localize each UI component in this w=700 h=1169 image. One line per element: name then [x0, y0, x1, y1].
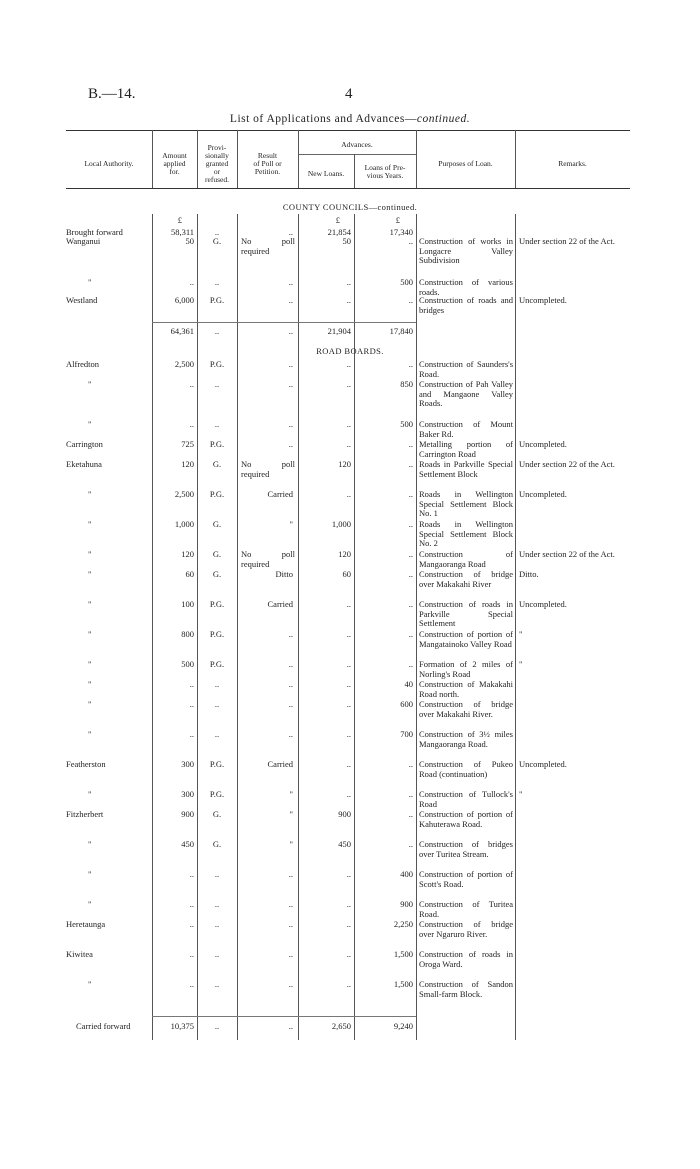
header-purposes: Purposes of Loan.	[438, 159, 493, 168]
row-previous-loans: 17,340	[389, 227, 413, 237]
row-amount: 1,000	[174, 519, 194, 529]
row-amount: 100	[181, 599, 194, 609]
row-local-authority: "	[88, 659, 92, 669]
row-previous-loans: ..	[408, 489, 413, 499]
row-provisional: P.G.	[209, 789, 225, 799]
row-provisional: G.	[212, 809, 222, 819]
row-local-authority: "	[88, 899, 92, 909]
row-previous-loans: ..	[408, 839, 413, 849]
row-new-loans: ..	[346, 759, 351, 769]
carried-forward-result: ..	[288, 1021, 293, 1031]
row-result: ..	[288, 419, 293, 429]
row-remarks: Under section 22 of the Act.	[519, 459, 615, 469]
row-remarks: Ditto.	[519, 569, 539, 579]
row-previous-loans: ..	[408, 789, 413, 799]
row-remarks: Under section 22 of the Act.	[519, 549, 615, 559]
row-new-loans: ..	[346, 729, 351, 739]
row-new-loans: 50	[342, 236, 351, 246]
header-remarks: Remarks.	[558, 159, 587, 168]
row-provisional: P.G.	[209, 629, 225, 639]
row-previous-loans: ..	[408, 629, 413, 639]
header-top-rule	[66, 130, 630, 131]
row-previous-loans: ..	[408, 599, 413, 609]
row-new-loans: ..	[346, 789, 351, 799]
row-purpose: Construction of Sandon Small-farm Block.	[419, 979, 513, 999]
row-provisional: G.	[212, 839, 222, 849]
row-provisional: P.G.	[209, 489, 225, 499]
row-purpose: Construction of bridge over Makakahi River.	[419, 699, 513, 719]
header-advances: Advances.	[341, 140, 373, 149]
row-previous-loans: ..	[408, 659, 413, 669]
column-rule	[197, 214, 198, 1040]
row-provisional: ..	[214, 979, 220, 989]
row-purpose: Construction of bridge over Makakahi River	[419, 569, 513, 589]
row-result: "	[289, 789, 293, 799]
row-local-authority: Fitzherbert	[66, 809, 104, 819]
row-purpose: Construction of works in Longacre Valley Subdivision	[419, 236, 513, 266]
row-amount: ..	[189, 949, 194, 959]
row-new-loans: ..	[346, 295, 351, 305]
row-result: ..	[288, 629, 293, 639]
row-previous-loans: 1,500	[393, 949, 413, 959]
row-amount: 500	[181, 659, 194, 669]
row-local-authority: Heretaunga	[66, 919, 106, 929]
row-previous-loans: 900	[400, 899, 413, 909]
row-result: Carried	[267, 489, 293, 499]
row-previous-loans: 600	[400, 699, 413, 709]
row-new-loans: ..	[346, 419, 351, 429]
row-provisional: P.G.	[209, 599, 225, 609]
carried-forward-amount: 10,375	[170, 1021, 194, 1031]
row-new-loans: ..	[346, 899, 351, 909]
row-provisional: P.G.	[209, 295, 225, 305]
header-amount: Amount applied for.	[162, 151, 187, 176]
page-number: 4	[345, 86, 353, 102]
advances-divider	[298, 154, 416, 155]
row-amount: 450	[181, 839, 194, 849]
row-local-authority: "	[88, 277, 92, 287]
header-new-loans: New Loans.	[307, 169, 345, 178]
row-new-loans: ..	[346, 599, 351, 609]
row-previous-loans: 2,250	[393, 919, 413, 929]
row-amount: 300	[181, 789, 194, 799]
row-amount: 2,500	[174, 489, 194, 499]
row-purpose: Construction of bridge over Ngaruro River.	[419, 919, 513, 939]
row-result: ..	[288, 295, 293, 305]
row-result: No poll required	[241, 236, 295, 256]
carried-forward-new: 2,650	[331, 1021, 351, 1031]
row-local-authority: "	[88, 629, 92, 639]
row-amount: ..	[189, 699, 194, 709]
row-local-authority: "	[88, 489, 92, 499]
row-purpose: Construction of Turitea Road.	[419, 899, 513, 919]
row-remarks: Uncompleted.	[519, 489, 567, 499]
row-provisional: G.	[212, 569, 222, 579]
row-previous-loans: 500	[400, 419, 413, 429]
row-remarks: "	[519, 789, 523, 799]
column-rule	[354, 214, 355, 1040]
row-amount: 50	[185, 236, 194, 246]
header-bottom-rule	[66, 188, 630, 189]
row-previous-loans: 500	[400, 277, 413, 287]
row-previous-loans: 400	[400, 869, 413, 879]
row-provisional: ..	[214, 419, 220, 429]
row-result: "	[289, 839, 293, 849]
row-result: ..	[288, 659, 293, 669]
row-provisional: ..	[214, 379, 220, 389]
row-amount: ..	[189, 419, 194, 429]
row-local-authority: Westland	[66, 295, 98, 305]
row-local-authority: "	[88, 789, 92, 799]
section-county-councils: COUNTY COUNCILS—continued.	[282, 202, 418, 212]
column-rule	[152, 214, 153, 1040]
row-result: ..	[288, 379, 293, 389]
row-amount: 725	[181, 439, 194, 449]
row-result: ..	[288, 227, 293, 237]
row-provisional: ..	[214, 227, 220, 237]
row-previous-loans: ..	[408, 519, 413, 529]
row-amount: 120	[181, 459, 194, 469]
row-new-loans: 120	[338, 459, 351, 469]
row-result: Carried	[267, 759, 293, 769]
column-rule	[298, 214, 299, 1040]
row-remarks: Uncompleted.	[519, 759, 567, 769]
row-amount: 2,500	[174, 359, 194, 369]
row-local-authority: "	[88, 679, 92, 689]
row-new-loans: ..	[346, 869, 351, 879]
row-purpose: Roads in Wellington Special Settlement Block No. 2	[419, 519, 513, 549]
row-previous-loans: ..	[408, 459, 413, 469]
row-local-authority: "	[88, 599, 92, 609]
row-result: ..	[288, 949, 293, 959]
row-local-authority: "	[88, 869, 92, 879]
county-total-new: 21,904	[327, 326, 351, 336]
row-local-authority: Brought forward	[66, 227, 123, 237]
row-previous-loans: ..	[408, 569, 413, 579]
row-previous-loans: ..	[408, 236, 413, 246]
county-total-result: ..	[288, 326, 293, 336]
row-remarks: "	[519, 659, 523, 669]
row-local-authority: "	[88, 379, 92, 389]
row-remarks: Uncompleted.	[519, 295, 567, 305]
row-previous-loans: 700	[400, 729, 413, 739]
row-result: ..	[288, 979, 293, 989]
row-new-loans: 21,854	[327, 227, 351, 237]
row-new-loans: ..	[346, 679, 351, 689]
row-result: Ditto	[275, 569, 293, 579]
row-provisional: P.G.	[209, 439, 225, 449]
row-purpose: Construction of portion of Mangatainoko Valley Road	[419, 629, 513, 649]
header-provisional: Provi- sionally granted or refused.	[205, 143, 229, 184]
row-provisional: G.	[212, 459, 222, 469]
row-amount: 120	[181, 549, 194, 559]
row-local-authority: Alfredton	[66, 359, 100, 369]
row-amount: ..	[189, 277, 194, 287]
row-amount: ..	[189, 899, 194, 909]
row-result: ..	[288, 899, 293, 909]
row-new-loans: 450	[338, 839, 351, 849]
row-local-authority: "	[88, 979, 92, 989]
row-provisional: P.G.	[209, 659, 225, 669]
row-new-loans: 60	[342, 569, 351, 579]
row-purpose: Construction of roads in Parkville Special Settlement	[419, 599, 513, 629]
row-purpose: Construction of Tullock's Road	[419, 789, 513, 809]
county-total-provisional: ..	[214, 326, 220, 336]
row-local-authority: "	[88, 549, 92, 559]
row-result: ..	[288, 869, 293, 879]
row-purpose: Construction of roads in Oroga Ward.	[419, 949, 513, 969]
row-purpose: Construction of 3½ miles Mangaoranga Road.	[419, 729, 513, 749]
row-provisional: ..	[214, 729, 220, 739]
row-remarks: Under section 22 of the Act.	[519, 236, 615, 246]
row-provisional: P.G.	[209, 359, 225, 369]
row-purpose: Construction of Mangaoranga Road	[419, 549, 513, 569]
currency-prev: £	[395, 215, 400, 225]
row-new-loans: ..	[346, 277, 351, 287]
row-previous-loans: ..	[408, 809, 413, 819]
row-local-authority: "	[88, 569, 92, 579]
row-purpose: Construction of Saunders's Road.	[419, 359, 513, 379]
row-result: ..	[288, 729, 293, 739]
row-result: No poll required	[241, 459, 295, 479]
row-purpose: Construction of various roads.	[419, 277, 513, 297]
row-local-authority: "	[88, 699, 92, 709]
row-provisional: ..	[214, 899, 220, 909]
column-rule	[416, 214, 417, 1040]
row-new-loans: ..	[346, 919, 351, 929]
row-purpose: Construction of Pah Valley and Mangaone Valley Roads.	[419, 379, 513, 409]
row-purpose: Roads in Parkville Special Settlement Block	[419, 459, 513, 479]
row-remarks: Uncompleted.	[519, 439, 567, 449]
row-purpose: Roads in Wellington Special Settlement Block No. 1	[419, 489, 513, 519]
row-result: No poll required	[241, 549, 295, 569]
row-previous-loans: ..	[408, 295, 413, 305]
county-total-prev: 17,840	[389, 326, 413, 336]
row-local-authority: "	[88, 729, 92, 739]
row-purpose: Construction of portion of Kahuterawa Road.	[419, 809, 513, 829]
row-previous-loans: ..	[408, 549, 413, 559]
row-provisional: ..	[214, 919, 220, 929]
row-result: ..	[288, 679, 293, 689]
header-result: Result of Poll or Petition.	[253, 151, 282, 176]
row-purpose: Construction of Pukeo Road (continuation)	[419, 759, 513, 779]
currency-new: £	[335, 215, 340, 225]
row-provisional: ..	[214, 679, 220, 689]
row-local-authority: Featherston	[66, 759, 106, 769]
document-reference: B.—14.	[88, 86, 136, 102]
row-amount: 800	[181, 629, 194, 639]
row-provisional: G.	[212, 519, 222, 529]
row-provisional: ..	[214, 699, 220, 709]
row-new-loans: ..	[346, 659, 351, 669]
row-provisional: G.	[212, 549, 222, 559]
row-amount: 300	[181, 759, 194, 769]
row-purpose: Construction of bridges over Turitea Stream.	[419, 839, 513, 859]
row-result: ..	[288, 277, 293, 287]
section-road-boards: ROAD BOARDS.	[316, 346, 384, 356]
row-result: ..	[288, 439, 293, 449]
header-previous-loans: Loans of Pre- vious Years.	[364, 163, 406, 180]
row-result: "	[289, 809, 293, 819]
row-new-loans: ..	[346, 439, 351, 449]
row-local-authority: "	[88, 419, 92, 429]
row-amount: ..	[189, 869, 194, 879]
row-local-authority: "	[88, 839, 92, 849]
row-previous-loans: 40	[404, 679, 413, 689]
row-new-loans: ..	[346, 489, 351, 499]
row-result: ..	[288, 359, 293, 369]
county-total-amount: 64,361	[170, 326, 194, 336]
row-purpose: Formation of 2 miles of Norling's Road	[419, 659, 513, 679]
row-amount: 6,000	[174, 295, 194, 305]
row-new-loans: ..	[346, 979, 351, 989]
row-new-loans: ..	[346, 359, 351, 369]
row-local-authority: Wanganui	[66, 236, 101, 246]
row-provisional: ..	[214, 949, 220, 959]
row-remarks: "	[519, 629, 523, 639]
row-local-authority: "	[88, 519, 92, 529]
row-new-loans: ..	[346, 629, 351, 639]
row-result: ..	[288, 699, 293, 709]
row-remarks: Uncompleted.	[519, 599, 567, 609]
column-rule	[237, 214, 238, 1040]
column-rule	[515, 214, 516, 1040]
row-previous-loans: 850	[400, 379, 413, 389]
row-purpose: Construction of Makakahi Road north.	[419, 679, 513, 699]
row-amount: 900	[181, 809, 194, 819]
row-amount: ..	[189, 379, 194, 389]
row-purpose: Construction of Mount Baker Rd.	[419, 419, 513, 439]
row-amount: ..	[189, 979, 194, 989]
row-purpose: Construction of roads and bridges	[419, 295, 513, 315]
row-result: Carried	[267, 599, 293, 609]
row-amount: ..	[189, 679, 194, 689]
row-local-authority: Carrington	[66, 439, 103, 449]
carried-forward-label: Carried forward	[76, 1021, 131, 1031]
row-amount: ..	[189, 729, 194, 739]
row-previous-loans: ..	[408, 759, 413, 769]
row-new-loans: ..	[346, 379, 351, 389]
row-local-authority: Eketahuna	[66, 459, 102, 469]
carried-forward-prev: 9,240	[393, 1021, 413, 1031]
row-new-loans: ..	[346, 699, 351, 709]
row-previous-loans: 1,500	[393, 979, 413, 989]
row-provisional: ..	[214, 869, 220, 879]
carried-forward-provisional: ..	[214, 1021, 220, 1031]
row-new-loans: 1,000	[331, 519, 351, 529]
row-purpose: Construction of portion of Scott's Road.	[419, 869, 513, 889]
row-previous-loans: ..	[408, 359, 413, 369]
row-local-authority: Kiwitea	[66, 949, 93, 959]
row-new-loans: ..	[346, 949, 351, 959]
page-title: List of Applications and Advances—continued.	[229, 113, 471, 125]
row-new-loans: 900	[338, 809, 351, 819]
row-purpose: Metalling portion of Carrington Road	[419, 439, 513, 459]
row-provisional: G.	[212, 236, 222, 246]
header-local-authority: Local Authority.	[84, 159, 134, 168]
row-provisional: ..	[214, 277, 220, 287]
row-new-loans: 120	[338, 549, 351, 559]
row-previous-loans: ..	[408, 439, 413, 449]
row-result: ..	[288, 919, 293, 929]
row-amount: 58,311	[170, 227, 194, 237]
row-amount: ..	[189, 919, 194, 929]
row-amount: 60	[185, 569, 194, 579]
currency-amount: £	[177, 215, 182, 225]
row-result: "	[289, 519, 293, 529]
row-provisional: P.G.	[209, 759, 225, 769]
